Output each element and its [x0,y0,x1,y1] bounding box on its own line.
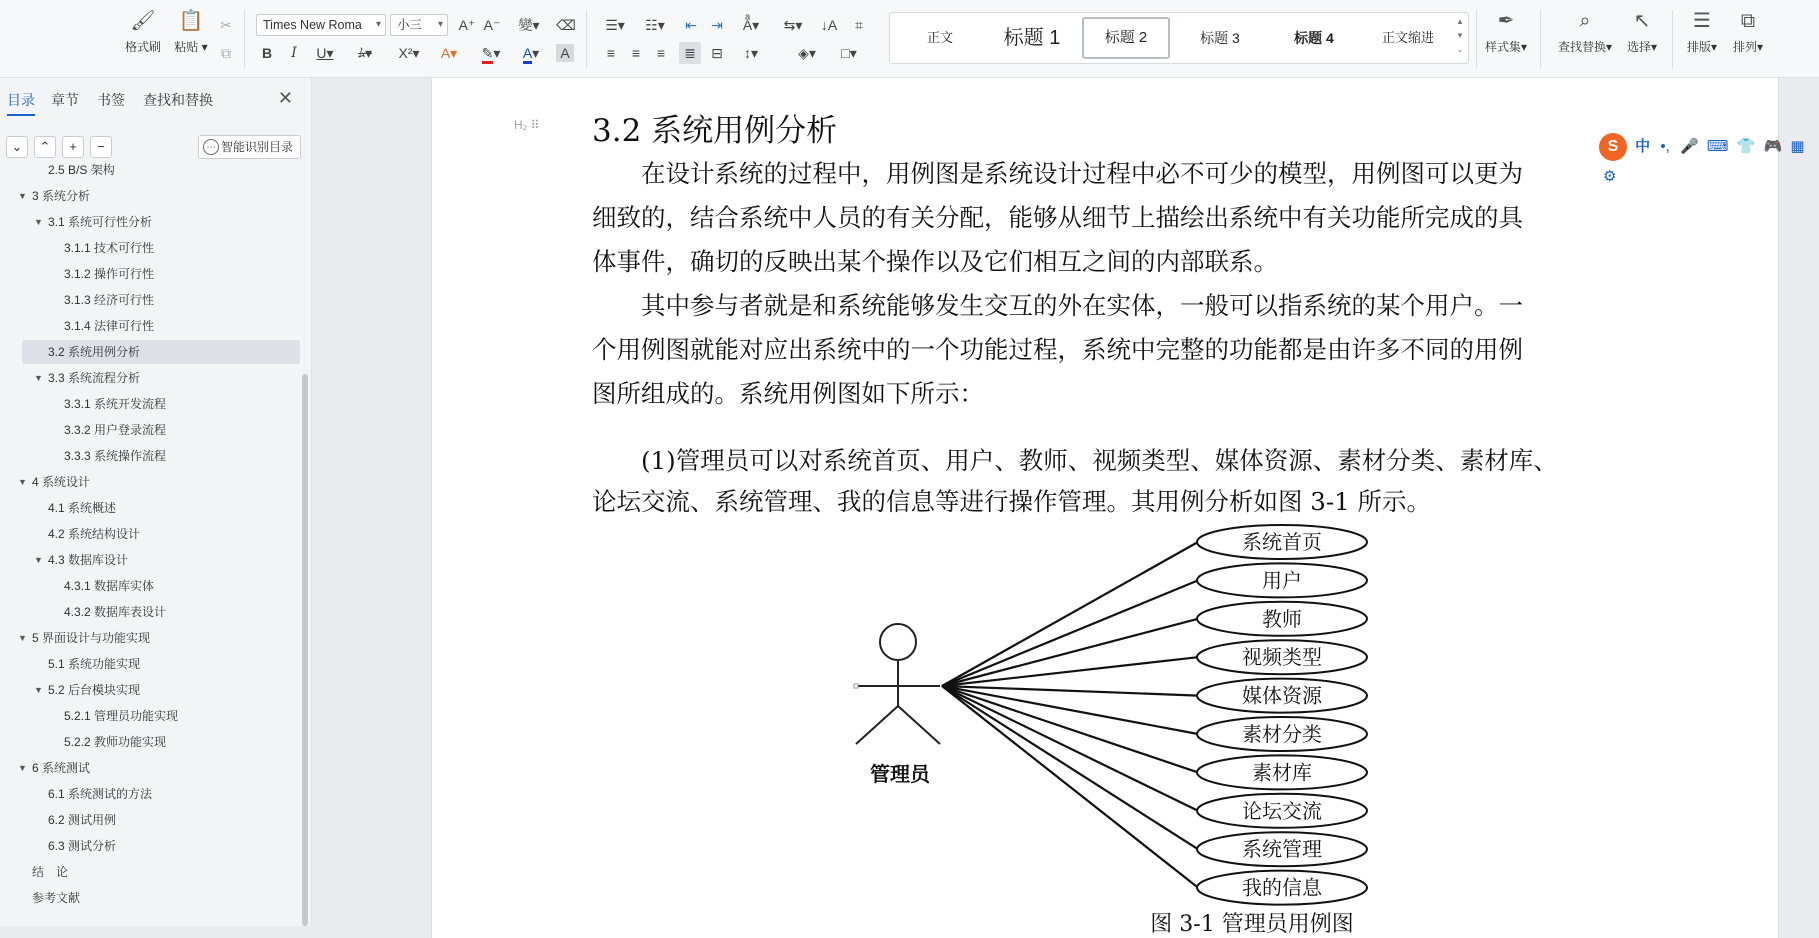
expand-toggle-icon[interactable]: ▼ [34,217,43,227]
ribbon-separator [1672,10,1673,68]
align-right-icon[interactable]: ≡ [656,45,666,61]
add-heading-icon[interactable]: + [62,136,84,158]
tab-chapters[interactable]: 章节 [51,92,79,108]
style-set-label: 样式集▾ [1484,40,1528,54]
format-painter-icon: 🖌 [130,10,156,32]
toc-item-label: 参考文献 [32,891,81,905]
paste-button[interactable] [168,4,214,62]
style-gallery [889,12,1469,64]
font-name-select[interactable] [256,14,386,36]
toc-item-label: 4.2 系统结构设计 [48,527,141,541]
text-effect-icon[interactable]: A▾ [440,45,458,61]
association-line [942,686,1198,772]
toc-item[interactable] [0,418,300,442]
skin-icon[interactable]: 👕 [1736,138,1756,155]
arrange-icon: ⧉ [1740,10,1756,32]
phonetic-guide-icon[interactable]: 變▾ [518,17,540,33]
char-shading-icon[interactable]: A [556,44,574,62]
style-normal[interactable]: 正文 [926,30,953,45]
style-body-indent[interactable]: 正文缩进 [1381,30,1434,45]
toc-item-label: 6.2 测试用例 [48,813,117,827]
use-case-label: 视频类型 [1242,645,1322,670]
style-heading-4[interactable]: 标题 4 [1294,30,1334,46]
find-replace-button[interactable] [1554,4,1616,62]
arrange-button[interactable] [1726,4,1770,62]
toc-item-label: 3.3.1 系统开发流程 [64,397,167,411]
expand-toggle-icon[interactable]: ▼ [34,555,43,565]
toolbox-icon[interactable]: ▦ [1790,138,1805,155]
collapse-up-icon[interactable]: ⌃ [34,136,56,158]
toc-item[interactable] [0,366,300,390]
toc-item-label: 3.1.4 法律可行性 [64,319,155,333]
align-left-icon[interactable]: ≡ [606,45,616,61]
keyboard-icon[interactable]: ⌨ [1706,138,1729,155]
toc-item[interactable] [0,444,300,468]
nav-scrollbar[interactable] [302,374,308,926]
line-spacing-icon[interactable]: ↕▾ [743,45,759,61]
format-painter-button[interactable] [120,4,166,62]
expand-toggle-icon[interactable]: ▼ [34,373,43,383]
paragraph-line: (1)管理员可以对系统首页、用户、教师、视频类型、媒体资源、素材分类、素材库、 [592,446,1558,475]
association-line [942,542,1198,686]
toc-item-label: 3.1.1 技术可行性 [64,241,155,255]
shrink-font-icon[interactable]: A⁻ [483,17,501,33]
justify-icon[interactable]: ≣ [679,42,701,64]
ime-mode[interactable]: 中 [1635,138,1651,155]
toc-item[interactable] [0,522,300,546]
ime-toolbar[interactable] [1599,132,1819,185]
use-case-label: 论坛交流 [1242,798,1322,823]
use-case-label: 素材分类 [1242,722,1322,746]
toc-item[interactable] [0,704,300,728]
toc-item-label: 3.3 系统流程分析 [48,371,141,385]
ribbon-separator [1540,10,1541,68]
bold-icon[interactable]: B [261,45,273,61]
style-heading-1[interactable]: 标题 1 [1003,27,1061,49]
association-line [942,686,1198,888]
italic-icon[interactable]: I [291,45,297,61]
underline-icon[interactable]: U▾ [316,45,334,61]
toc-item-label: 3.2 系统用例分析 [48,345,141,359]
font-size-value: 小三 [397,18,423,32]
toc-item-label: 5.2.1 管理员功能实现 [64,709,179,723]
association-line [942,686,1198,811]
toc-item-label: 2.5 B/S 架构 [48,163,115,177]
select-button[interactable] [1620,4,1664,62]
toc-item[interactable] [0,496,300,520]
strikethrough-icon[interactable]: ﾑ▾ [357,45,373,61]
toc-item[interactable] [0,262,300,286]
show-marks-icon[interactable]: ⌗ [855,17,863,33]
line-break-icon[interactable]: ⇆▾ [783,17,803,33]
toc-item-label: 3.3.2 用户登录流程 [64,423,167,437]
format-painter-label: 格式刷 [124,40,161,54]
toc-item[interactable] [22,340,300,364]
ribbon-separator [244,10,245,68]
decrease-indent-icon[interactable]: ⇤ [685,17,697,33]
toc-item-label: 6.1 系统测试的方法 [48,787,153,801]
expand-toggle-icon[interactable]: ▼ [18,477,27,487]
font-size-select[interactable] [390,14,448,36]
smart-toc-button[interactable] [198,135,301,159]
search-icon: ⌕ [1579,10,1591,32]
text-direction-icon[interactable]: Aͣ▾ [742,17,760,33]
find-replace-label: 查找替换▾ [1557,40,1613,54]
ribbon-toolbar [0,0,1819,78]
grow-font-icon[interactable]: A⁺ [458,17,476,33]
actor-left-leg [856,706,898,744]
toc-item-label: 3.3.3 系统操作流程 [64,449,167,463]
paragraph-line: 体事件，确切的反映出某个操作以及它们相互之间的内部联系。 [592,247,1278,276]
style-heading-3[interactable]: 标题 3 [1200,30,1240,46]
toc-item[interactable] [0,184,300,208]
superscript-icon[interactable]: X²▾ [398,45,420,61]
toc-item[interactable] [0,392,300,416]
toc-item-label: 4.3 数据库设计 [48,553,129,567]
toc-item[interactable] [0,236,300,260]
use-case-label: 素材库 [1252,760,1312,785]
toc-item[interactable] [0,678,300,702]
microphone-icon[interactable]: 🎤 [1679,138,1699,155]
toc-list [0,163,304,926]
toc-item-label: 结 论 [32,865,69,879]
toc-item[interactable] [0,210,300,234]
section-heading[interactable]: 3.2 系统用例分析 [592,113,838,149]
association-lines [942,542,1198,888]
toc-item[interactable] [0,886,300,910]
toc-item[interactable] [0,652,300,676]
toc-item-label: 3.1 系统可行性分析 [48,215,153,229]
toc-item-label: 6.3 测试分析 [48,839,117,853]
expand-toggle-icon[interactable]: ▼ [18,191,27,201]
select-label: 选择▾ [1626,40,1658,54]
actor-figure [854,624,940,744]
highlight-icon[interactable]: ✎▾ [474,42,508,64]
layout-button[interactable] [1680,4,1724,62]
toc-item[interactable] [0,860,300,884]
expand-toggle-icon[interactable]: ▼ [18,633,27,643]
figure-caption: 图 3-1 管理员用例图 [1150,912,1354,937]
smart-toc-icon: ⋯ [203,139,219,155]
font-name-value: Times New Roma [263,18,362,32]
toc-item-label: 6 系统测试 [32,761,91,775]
toc-item-label: 5.1 系统功能实现 [48,657,141,671]
paste-label: 粘贴 ▾ [174,40,208,54]
toc-item[interactable] [0,470,300,494]
style-set-button[interactable] [1480,4,1532,62]
toc-item-label: 3 系统分析 [32,189,91,203]
toc-item[interactable] [0,834,300,858]
toc-item-label: 4.1 系统概述 [48,501,117,515]
shading-icon[interactable]: ◈▾ [798,45,816,61]
use-case-diagram[interactable] [432,78,1780,938]
chevron-down-icon: ▾ [437,19,443,30]
toc-item-label: 3.1.2 操作可行性 [64,267,155,281]
layout-label: 排版▾ [1686,40,1718,54]
tab-toc[interactable]: 目录 [7,90,35,116]
document-area [313,78,1819,937]
punctuation-icon[interactable]: •, [1660,138,1670,155]
toc-item[interactable] [0,158,300,182]
paragraph-line: 细致的，结合系统中人员的有关分配，能够从细节上描绘出系统中有关功能所完成的具 [592,203,1523,232]
association-line [942,580,1198,686]
toc-item-label: 4 系统设计 [32,475,91,489]
paragraph-line: 在设计系统的过程中，用例图是系统设计过程中必不可少的模型，用例图可以更为 [592,159,1523,188]
tab-find-replace[interactable]: 查找和替换 [143,92,213,108]
use-case-group [1197,525,1367,905]
selection-handle [854,684,858,688]
toc-item-label: 4.3.1 数据库实体 [64,579,155,593]
toc-item[interactable] [0,808,300,832]
use-case-label: 教师 [1262,606,1302,631]
layout-icon: ☰ [1693,10,1711,32]
paste-icon: 📋 [178,10,204,32]
toc-item-label: 5.2 后台模块实现 [48,683,141,697]
toc-item[interactable] [0,314,300,338]
bullet-list-icon[interactable]: ☰▾ [605,17,625,33]
navigation-pane [0,78,312,926]
style-heading-2[interactable]: 标题 2 [1082,17,1170,59]
tab-bookmarks[interactable]: 书签 [97,92,125,108]
increase-indent-icon[interactable]: ⇥ [711,17,723,33]
smart-toc-label: 智能识别目录 [221,140,294,154]
ribbon-separator [586,10,587,68]
game-icon[interactable]: 🎮 [1763,138,1783,155]
use-case-label: 用户 [1262,568,1302,593]
chevron-down-icon: ▾ [375,19,381,30]
clear-format-icon[interactable]: ⌫ [556,17,576,33]
toc-item[interactable] [0,548,300,572]
toc-item-label: 3.1.3 经济可行性 [64,293,155,307]
arrange-label: 排列▾ [1732,40,1764,54]
toc-item[interactable] [0,574,300,598]
border-icon[interactable]: □▾ [841,45,857,61]
gallery-scroll-icon[interactable]: ▲ ▼ ⌄ [1456,17,1464,54]
close-icon[interactable]: ✕ [277,88,293,108]
expand-toggle-icon[interactable]: ▼ [34,685,43,695]
style-set-icon: ✒ [1497,10,1515,32]
settings-icon[interactable]: ⚙ [1603,168,1617,185]
actor-head [880,624,916,660]
actor-label: 管理员 [870,762,930,786]
toc-item[interactable] [0,626,300,650]
ime-logo: S [1599,133,1627,161]
use-case-label: 媒体资源 [1242,683,1322,708]
heading-level-marker[interactable]: H₂ ⠿ [514,118,540,132]
paragraph-line: 个用例图就能对应出系统中的一个功能过程，系统中完整的功能都是由许多不同的用例 [592,335,1523,364]
toc-item[interactable] [0,756,300,780]
use-case-label: 系统管理 [1242,837,1322,862]
numbered-list-icon[interactable]: ☷▾ [645,17,665,33]
toc-item-label: 5.2.2 教师功能实现 [64,735,167,749]
cursor-icon: ↖ [1633,10,1651,32]
toc-item[interactable] [0,782,300,806]
actor-right-leg [898,706,940,744]
use-case-label: 我的信息 [1242,875,1322,900]
association-line [942,657,1198,686]
paragraph-line: 论坛交流、系统管理、我的信息等进行操作管理。其用例分析如图 3-1 所示。 [592,487,1432,516]
font-color-icon[interactable]: A▾ [514,42,548,64]
toc-item[interactable] [0,288,300,312]
distribute-icon[interactable]: ⊟ [711,45,723,61]
toc-item[interactable] [0,600,300,624]
document-page [431,78,1779,938]
cut-icon[interactable]: ✂ [220,17,232,33]
expand-toggle-icon[interactable]: ▼ [18,763,27,773]
toc-item-label: 4.3.2 数据库表设计 [64,605,167,619]
expand-down-icon[interactable]: ⌄ [6,136,28,158]
remove-heading-icon[interactable]: − [90,136,112,158]
nav-tabs [0,90,312,116]
paragraph-line: 图所组成的。系统用例图如下所示： [592,379,984,408]
align-center-icon[interactable]: ≡ [631,45,641,61]
sort-icon[interactable]: ↓A [820,17,838,33]
association-line [942,619,1198,686]
copy-icon[interactable]: ⧉ [221,45,231,61]
ribbon-separator [1476,10,1477,68]
toc-item[interactable] [0,730,300,754]
toc-item-label: 5 界面设计与功能实现 [32,631,151,645]
use-case-label: 系统首页 [1242,530,1322,554]
paragraph-line: 其中参与者就是和系统能够发生交互的外在实体，一般可以指系统的某个用户。一 [592,291,1523,320]
